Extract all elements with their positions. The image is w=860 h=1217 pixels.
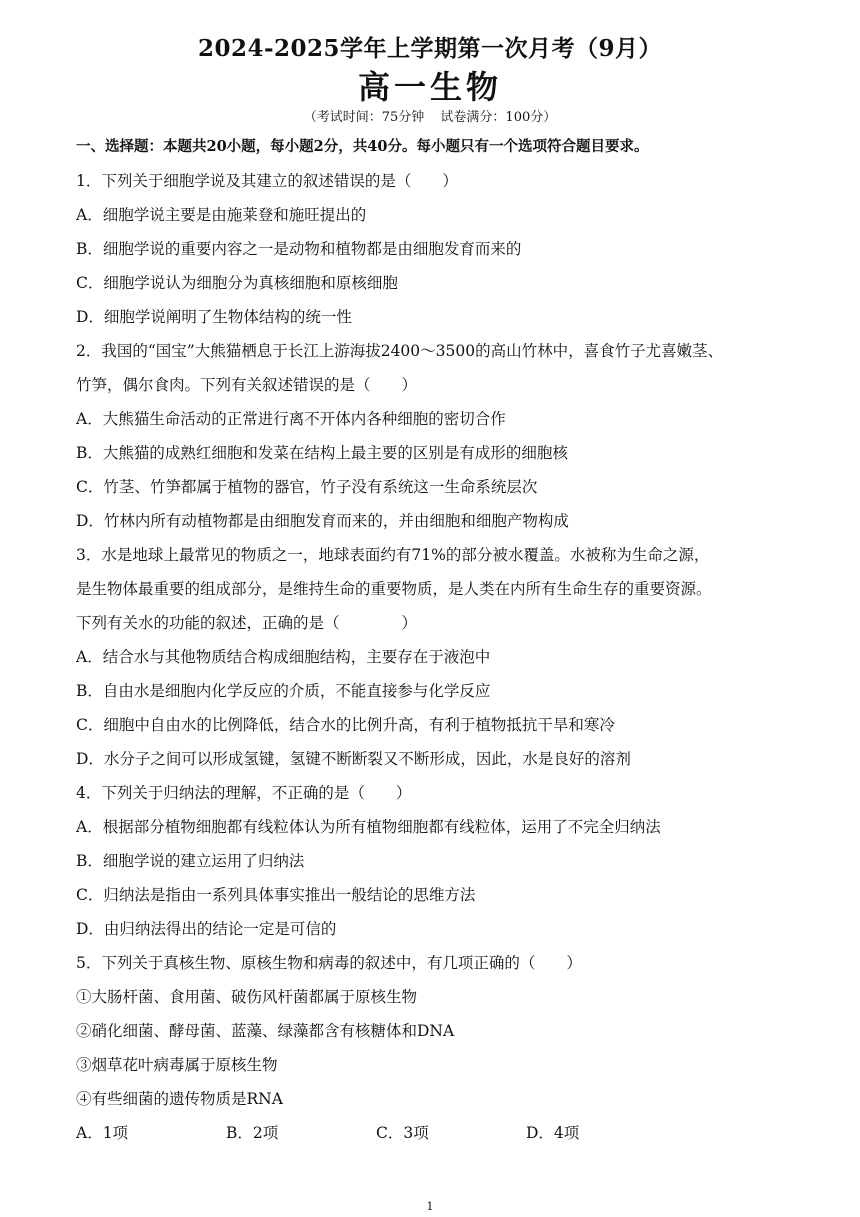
page-number: 1 — [426, 1200, 434, 1213]
exam-info — [0, 106, 860, 125]
option-b: B．自由水是细胞内化学反应的介质，不能直接参与化学反应 — [76, 682, 491, 700]
question-stem-cont: 下列有关水的功能的叙述，正确的是（ ） — [76, 614, 418, 632]
option-a: A．大熊猫生命活动的正常进行离不开体内各种细胞的密切合作 — [76, 410, 506, 428]
option-a: A．结合水与其他物质结合构成细胞结构，主要存在于液泡中 — [76, 648, 491, 666]
question-stem-cont: 竹笋，偶尔食肉。下列有关叙述错误的是（ ） — [76, 376, 418, 394]
statement-4: ④有些细菌的遗传物质是RNA — [76, 1090, 283, 1108]
question-2 — [76, 334, 816, 538]
option-a: A．1项 — [76, 1124, 129, 1142]
question-stem: 3．水是地球上最常见的物质之一，地球表面约有71%的部分被水覆盖。水被称为生命之源， — [76, 546, 710, 564]
option-d: D．由归纳法得出的结论一定是可信的 — [76, 920, 337, 938]
option-c: C．细胞学说认为细胞分为真核细胞和原核细胞 — [76, 274, 398, 292]
question-stem: 1．下列关于细胞学说及其建立的叙述错误的是（ ） — [76, 172, 458, 190]
inline-options — [76, 1116, 816, 1150]
section-heading: 一、选择题：本题共20小题，每小题2分，共40分。每小题只有一个选项符合题目要求。 — [76, 138, 649, 155]
option-b: B．细胞学说的重要内容之一是动物和植物都是由细胞发育而来的 — [76, 240, 522, 258]
option-b: B．2项 — [226, 1124, 279, 1142]
statement-3: ③烟草花叶病毒属于原核生物 — [76, 1056, 278, 1074]
exam-time: （考试时间：75分钟 — [303, 110, 425, 125]
exam-content — [76, 134, 816, 1150]
statement-1: ①大肠杆菌、食用菌、破伤风杆菌都属于原核生物 — [76, 988, 418, 1006]
question-3 — [76, 538, 816, 776]
question-stem: 5．下列关于真核生物、原核生物和病毒的叙述中，有几项正确的（ ） — [76, 954, 582, 972]
exam-title: 2024-2025学年上学期第一次月考（9月） — [197, 35, 663, 62]
option-c: C．细胞中自由水的比例降低，结合水的比例升高，有利于植物抵抗干旱和寒冷 — [76, 716, 615, 734]
option-d: D．竹林内所有动植物都是由细胞发育而来的，并由细胞和细胞产物构成 — [76, 512, 569, 530]
full-score: 试卷满分：100分） — [440, 110, 557, 125]
option-d: D．水分子之间可以形成氢键，氢键不断断裂又不断形成，因此，水是良好的溶剂 — [76, 750, 631, 768]
question-stem-cont: 是生物体最重要的组成部分，是维持生命的重要物质，是人类在内所有生命生存的重要资源。 — [76, 580, 712, 598]
option-a: A．细胞学说主要是由施莱登和施旺提出的 — [76, 206, 367, 224]
option-c: C．3项 — [376, 1124, 429, 1142]
option-d: D．细胞学说阐明了生物体结构的统一性 — [76, 308, 352, 326]
option-b: B．大熊猫的成熟红细胞和发菜在结构上最主要的区别是有成形的细胞核 — [76, 444, 568, 462]
option-d: D．4项 — [526, 1124, 580, 1142]
question-stem: 2．我国的“国宝”大熊猫栖息于长江上游海拔2400～3500的高山竹林中，喜食竹子尤喜嫩茎、 — [76, 342, 724, 360]
question-1 — [76, 164, 816, 334]
option-c: C．竹茎、竹笋都属于植物的器官，竹子没有系统这一生命系统层次 — [76, 478, 538, 496]
statement-2: ②硝化细菌、酵母菌、蓝藻、绿藻都含有核糖体和DNA — [76, 1022, 455, 1040]
option-b: B．细胞学说的建立运用了归纳法 — [76, 852, 305, 870]
option-c: C．归纳法是指由一系列具体事实推出一般结论的思维方法 — [76, 886, 476, 904]
question-4 — [76, 776, 816, 946]
question-stem: 4．下列关于归纳法的理解，不正确的是（ ） — [76, 784, 412, 802]
option-a: A．根据部分植物细胞都有线粒体认为所有植物细胞都有线粒体，运用了不完全归纳法 — [76, 818, 661, 836]
subject-title: 高一生物 — [357, 68, 502, 106]
question-5 — [76, 946, 816, 1150]
